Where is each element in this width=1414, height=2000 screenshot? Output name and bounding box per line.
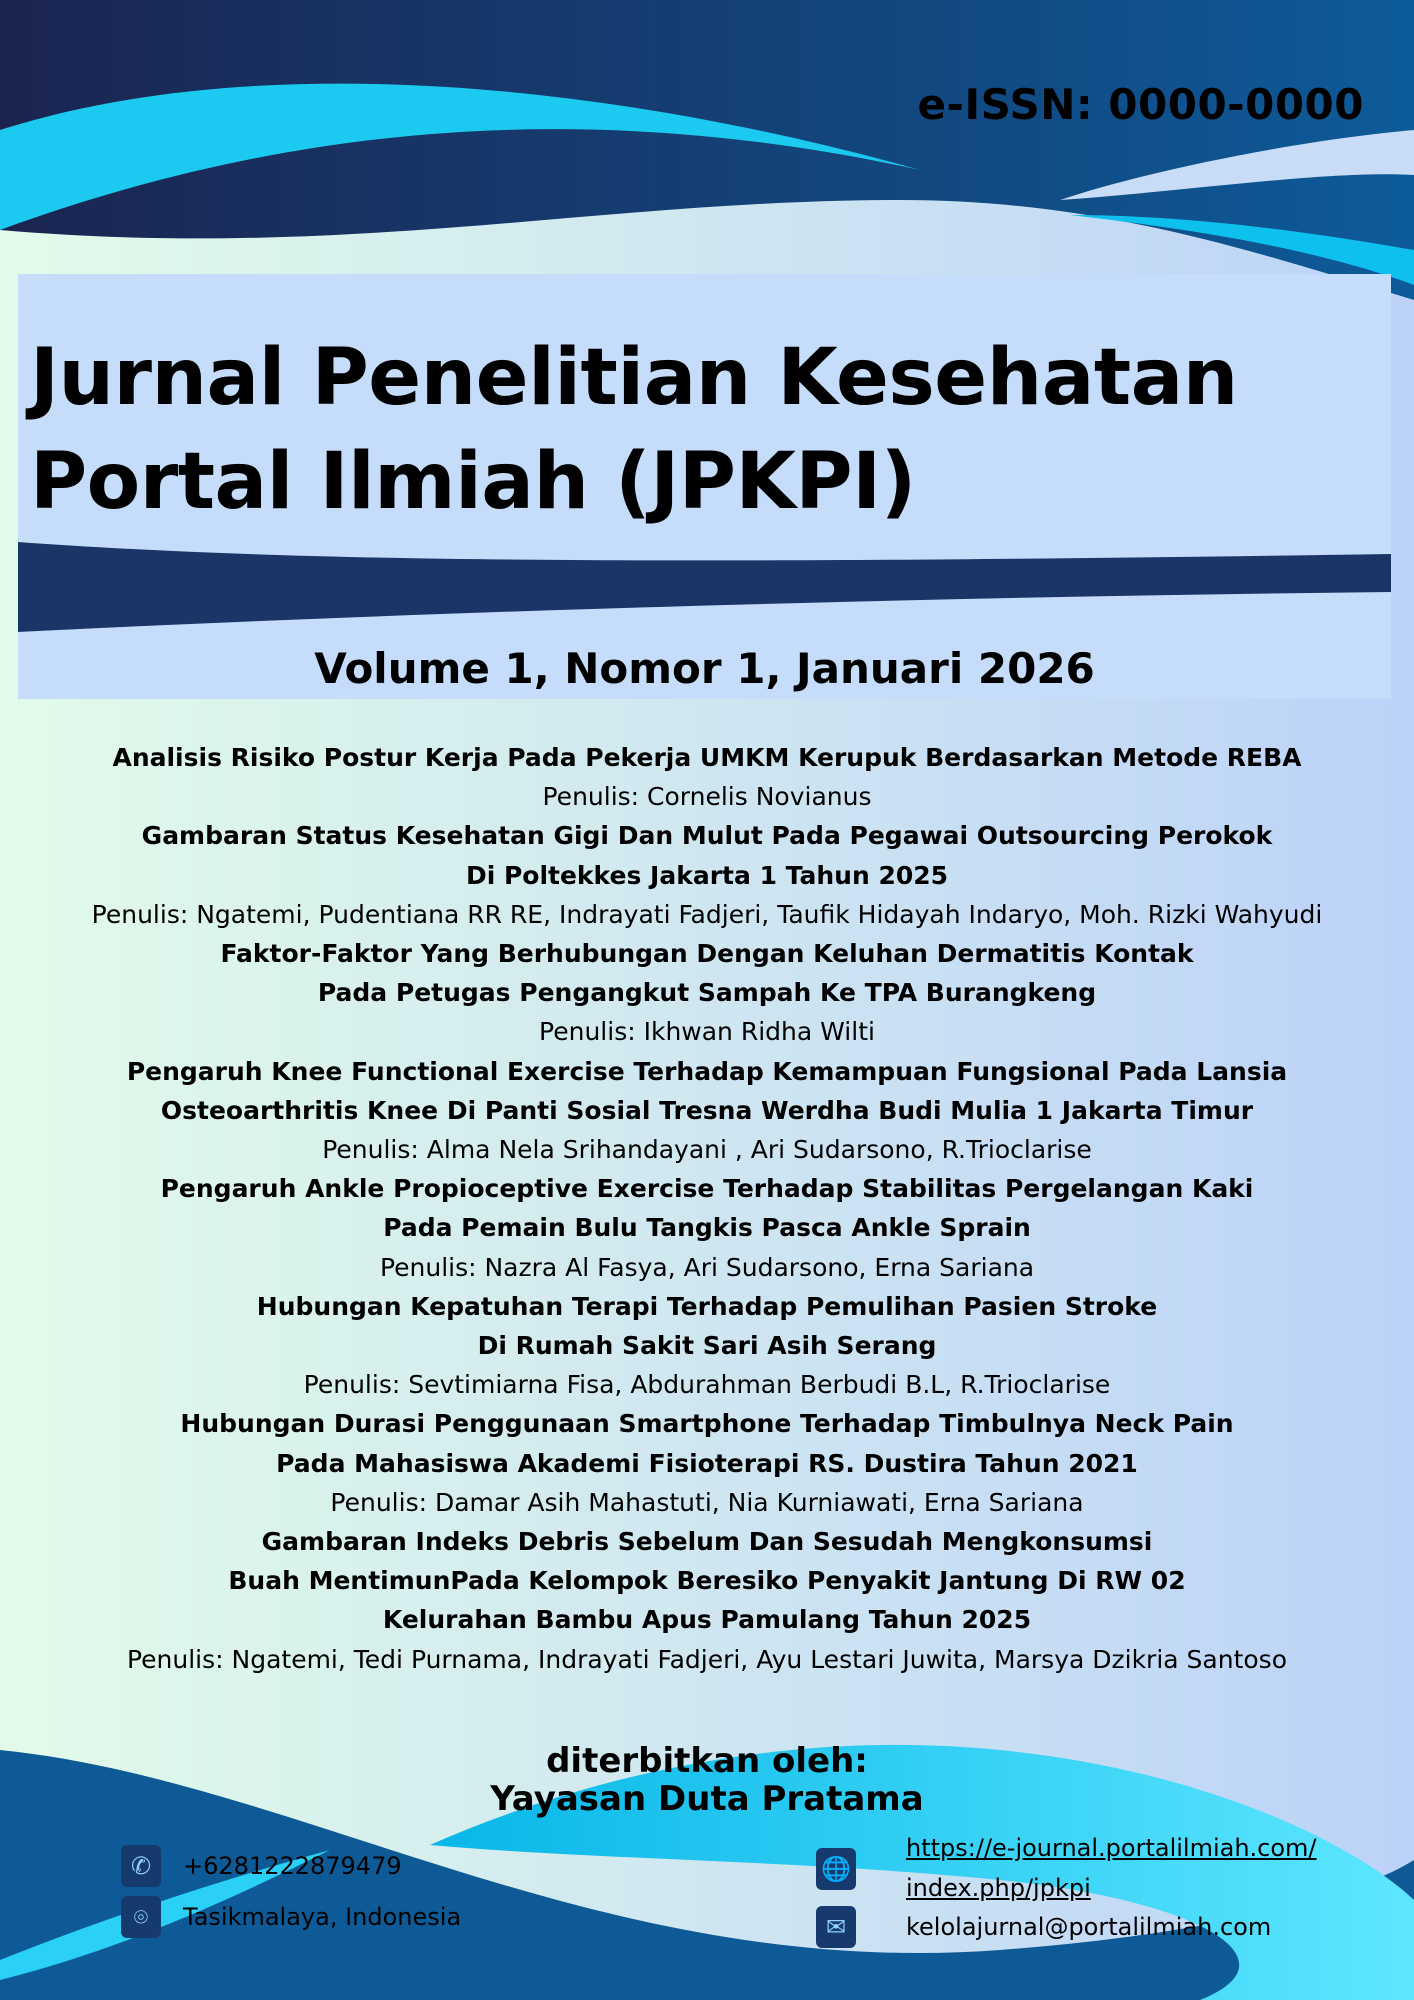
- publisher-name: Yayasan Duta Pratama: [490, 1779, 924, 1819]
- article-title: Di Rumah Sakit Sari Asih Serang: [477, 1331, 937, 1361]
- article-title: Osteoarthritis Knee Di Panti Sosial Tresna Werdha Budi Mulia 1 Jakarta Timur: [160, 1095, 1254, 1125]
- website-link-line1[interactable]: https://e-journal.portalilmiah.com/: [906, 1834, 1317, 1862]
- article-authors: Penulis: Alma Nela Srihandayani , Ari Sudarsono, R.Trioclarise: [322, 1135, 1092, 1165]
- published-by-label: diterbitkan oleh:: [546, 1741, 868, 1781]
- article-title: Gambaran Status Kesehatan Gigi Dan Mulut Pada Pegawai Outsourcing Perokok: [141, 821, 1273, 851]
- article-authors: Penulis: Damar Asih Mahastuti, Nia Kurniawati, Erna Sariana: [330, 1487, 1084, 1517]
- article-title: Hubungan Durasi Penggunaan Smartphone Terhadap Timbulnya Neck Pain: [180, 1409, 1234, 1439]
- journal-title-line1: Jurnal Penelitian Kesehatan: [30, 333, 1238, 423]
- contact-location: [121, 1896, 461, 1938]
- article-title: Kelurahan Bambu Apus Pamulang Tahun 2025: [382, 1605, 1032, 1635]
- article-authors: Penulis: Ngatemi, Tedi Purnama, Indrayati Fadjeri, Ayu Lestari Juwita, Marsya Dzikria Santoso: [126, 1644, 1288, 1674]
- article-authors: Penulis: Nazra Al Fasya, Ari Sudarsono, Erna Sariana: [379, 1252, 1035, 1282]
- issn-label: e-ISSN: 0000-0000: [917, 80, 1364, 129]
- location-pin-icon: ⌾: [121, 1896, 161, 1938]
- globe-icon: 🌐: [816, 1848, 856, 1890]
- phone-icon: ✆: [121, 1845, 161, 1887]
- article-title: Analisis Risiko Postur Kerja Pada Pekerja UMKM Kerupuk Berdasarkan Metode REBA: [112, 743, 1302, 772]
- article-title: Pada Mahasiswa Akademi Fisioterapi RS. Dustira Tahun 2021: [276, 1448, 1138, 1478]
- article-title: Buah MentimunPada Kelompok Beresiko Penyakit Jantung Di RW 02: [228, 1566, 1186, 1596]
- article-title: Gambaran Indeks Debris Sebelum Dan Sesudah Mengkonsumsi: [261, 1527, 1153, 1557]
- contact-website: [816, 1828, 1317, 1908]
- journal-title: [30, 326, 1238, 534]
- contact-email: [816, 1906, 1271, 1948]
- article-list: [0, 738, 1414, 1679]
- title-box: [18, 274, 1391, 699]
- article-authors: Penulis: Sevtimiarna Fisa, Abdurahman Berbudi B.L, R.Trioclarise: [303, 1370, 1111, 1400]
- article-title: Hubungan Kepatuhan Terapi Terhadap Pemulihan Pasien Stroke: [256, 1291, 1158, 1321]
- location-text: Tasikmalaya, Indonesia: [183, 1903, 462, 1931]
- website-link-line2[interactable]: index.php/jpkpi: [906, 1874, 1091, 1902]
- article-title: Di Poltekkes Jakarta 1 Tahun 2025: [465, 860, 949, 890]
- volume-issue: Volume 1, Nomor 1, Januari 2026: [314, 644, 1095, 693]
- article-title: Pengaruh Knee Functional Exercise Terhadap Kemampuan Fungsional Pada Lansia: [126, 1056, 1288, 1086]
- article-authors: Penulis: Ngatemi, Pudentiana RR RE, Indrayati Fadjeri, Taufik Hidayah Indaryo, Moh. Rizki Wahyudi: [91, 899, 1323, 929]
- contact-phone: [121, 1845, 402, 1887]
- article-authors: Penulis: Cornelis Novianus: [542, 782, 872, 812]
- publisher-block: [0, 1742, 1414, 1818]
- article-authors: Penulis: Ikhwan Ridha Wilti: [539, 1017, 875, 1047]
- article-title: Pengaruh Ankle Propioceptive Exercise Terhadap Stabilitas Pergelangan Kaki: [160, 1174, 1254, 1204]
- article-title: Pada Pemain Bulu Tangkis Pasca Ankle Sprain: [383, 1213, 1031, 1243]
- envelope-icon: ✉: [816, 1906, 856, 1948]
- phone-number: +6281222879479: [183, 1852, 402, 1880]
- email-address[interactable]: kelolajurnal@portalilmiah.com: [906, 1913, 1272, 1941]
- article-title: Faktor-Faktor Yang Berhubungan Dengan Keluhan Dermatitis Kontak: [220, 939, 1194, 969]
- journal-title-line2: Portal Ilmiah (JPKPI): [30, 437, 916, 527]
- title-wave-band: [18, 536, 1391, 636]
- article-title: Pada Petugas Pengangkut Sampah Ke TPA Burangkeng: [317, 978, 1097, 1008]
